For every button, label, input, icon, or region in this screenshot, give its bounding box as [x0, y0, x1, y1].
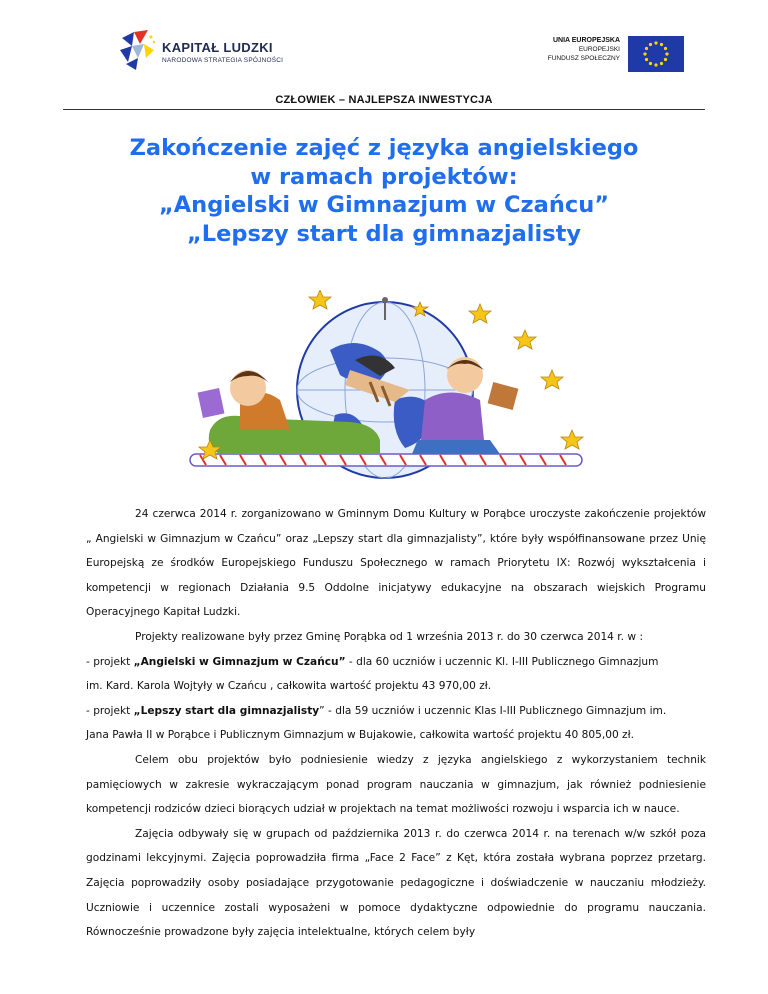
paragraph-1: 24 czerwca 2014 r. zorganizowano w Gminnym Domu Kultury w Porąbce uroczyste zakończenie projektów „ Angielski w Gimnazjum w Czańcu” oraz „Lepszy start dla gimnazjalisty”, które były współfinansowane przez Unię Europejską ze środków Europejskiego Funduszu Społecznego w ramach Priorytetu IX: Rozwój wykształcenia i kompetencji w regionach Działania 9.5 Oddolne inicjatywy edukacyjne na obszarach wiejskich Programu Operacyjnego Kapitał Ludzki.: [86, 508, 706, 619]
paragraph-3-project-name: „Angielski w Gimnazjum w Czańcu”: [133, 655, 346, 668]
paragraph-3-rest: - dla 60 uczniów i uczennic Kl. I-III Publicznego Gimnazjum: [345, 655, 659, 668]
kapital-ludzki-mark-icon: [118, 28, 158, 72]
eu-logo-line3: FUNDUSZ SPOŁECZNY: [547, 55, 620, 62]
paragraph-4-project-name: „Lepszy start dla gimnazjalisty: [133, 704, 320, 717]
eu-logo-line1: UNIA EUROPEJSKA: [552, 37, 620, 44]
eu-logo-line2: EUROPEJSKI: [578, 46, 620, 53]
paragraph-3-prefix: - projekt: [86, 655, 134, 668]
page-title: [63, 134, 705, 248]
title-line-3: „Angielski w Gimnazjum w Czańcu”: [158, 192, 610, 218]
paragraph-4-prefix: - projekt: [86, 704, 134, 717]
title-line-2: w ramach projektów:: [250, 163, 518, 190]
eu-logo-text: [548, 36, 620, 63]
paragraph-4-line-2: Jana Pawła II w Porąbce i Publicznym Gimnazjum w Bujakowie, całkowita wartość projektu 40 805,00 zł.: [86, 729, 634, 742]
title-line-4: „Lepszy start dla gimnazjalisty: [186, 220, 582, 247]
children-reading-globe-illustration: [180, 290, 588, 500]
header-strapline: CZŁOWIEK – NAJLEPSZA INWESTYCJA: [275, 94, 493, 106]
kapital-ludzki-logo: [118, 28, 284, 72]
eu-logo: [526, 36, 686, 72]
paragraph-4-rest: ” - dla 59 uczniów i uczennic Klas I-III Publicznego Gimnazjum im.: [319, 704, 667, 717]
paragraph-3: [86, 650, 706, 675]
paragraph-3-line-2: im. Kard. Karola Wojtyły w Czańcu , całkowita wartość projektu 43 970,00 zł.: [86, 680, 492, 693]
title-line-1: Zakończenie zajęć z języka angielskiego: [129, 135, 639, 161]
paragraph-6: Zajęcia odbywały się w grupach od października 2013 r. do czerwca 2014 r. na terenach w/w szkół poza godzinami lekcyjnymi. Zajęcia poprowadziła firma „Face 2 Face” z Kęt, która została wybrana poprzez przetarg. Zajęcia poprowadziły osoby posiadające przygotowanie pedagogiczne i doświadczenie w nauczaniu młodzieży. Uczniowie i uczennice zostali wyposażeni w pomoce dydaktyczne odpowiednie do programu nauczania. Równocześnie prowadzone były zajęcia intelektualne, których celem były: [86, 827, 706, 939]
paragraph-4: [86, 699, 706, 724]
article-body: [86, 502, 706, 945]
paragraph-5: Celem obu projektów było podniesienie wiedzy z języka angielskiego z wykorzystaniem technik pamięciowych w zakresie wykraczającym ponad program nauczania w gimnazjum, jak również podniesienie kompetencji rodziców dzieci biorących udział w projektach na temat możliwości rozwoju i wsparcia ich w nauce.: [86, 753, 706, 816]
kapital-ludzki-subtitle: NARODOWA STRATEGIA SPÓJNOŚCI: [162, 57, 284, 64]
paragraph-2: Projekty realizowane były przez Gminę Porąbka od 1 września 2013 r. do 30 czerwca 2014 r. w :: [135, 630, 644, 643]
kapital-ludzki-title: KAPITAŁ LUDZKI: [162, 40, 273, 55]
eu-flag-icon: [628, 36, 684, 72]
header-rule: [63, 109, 705, 110]
header-logos: [0, 0, 768, 90]
